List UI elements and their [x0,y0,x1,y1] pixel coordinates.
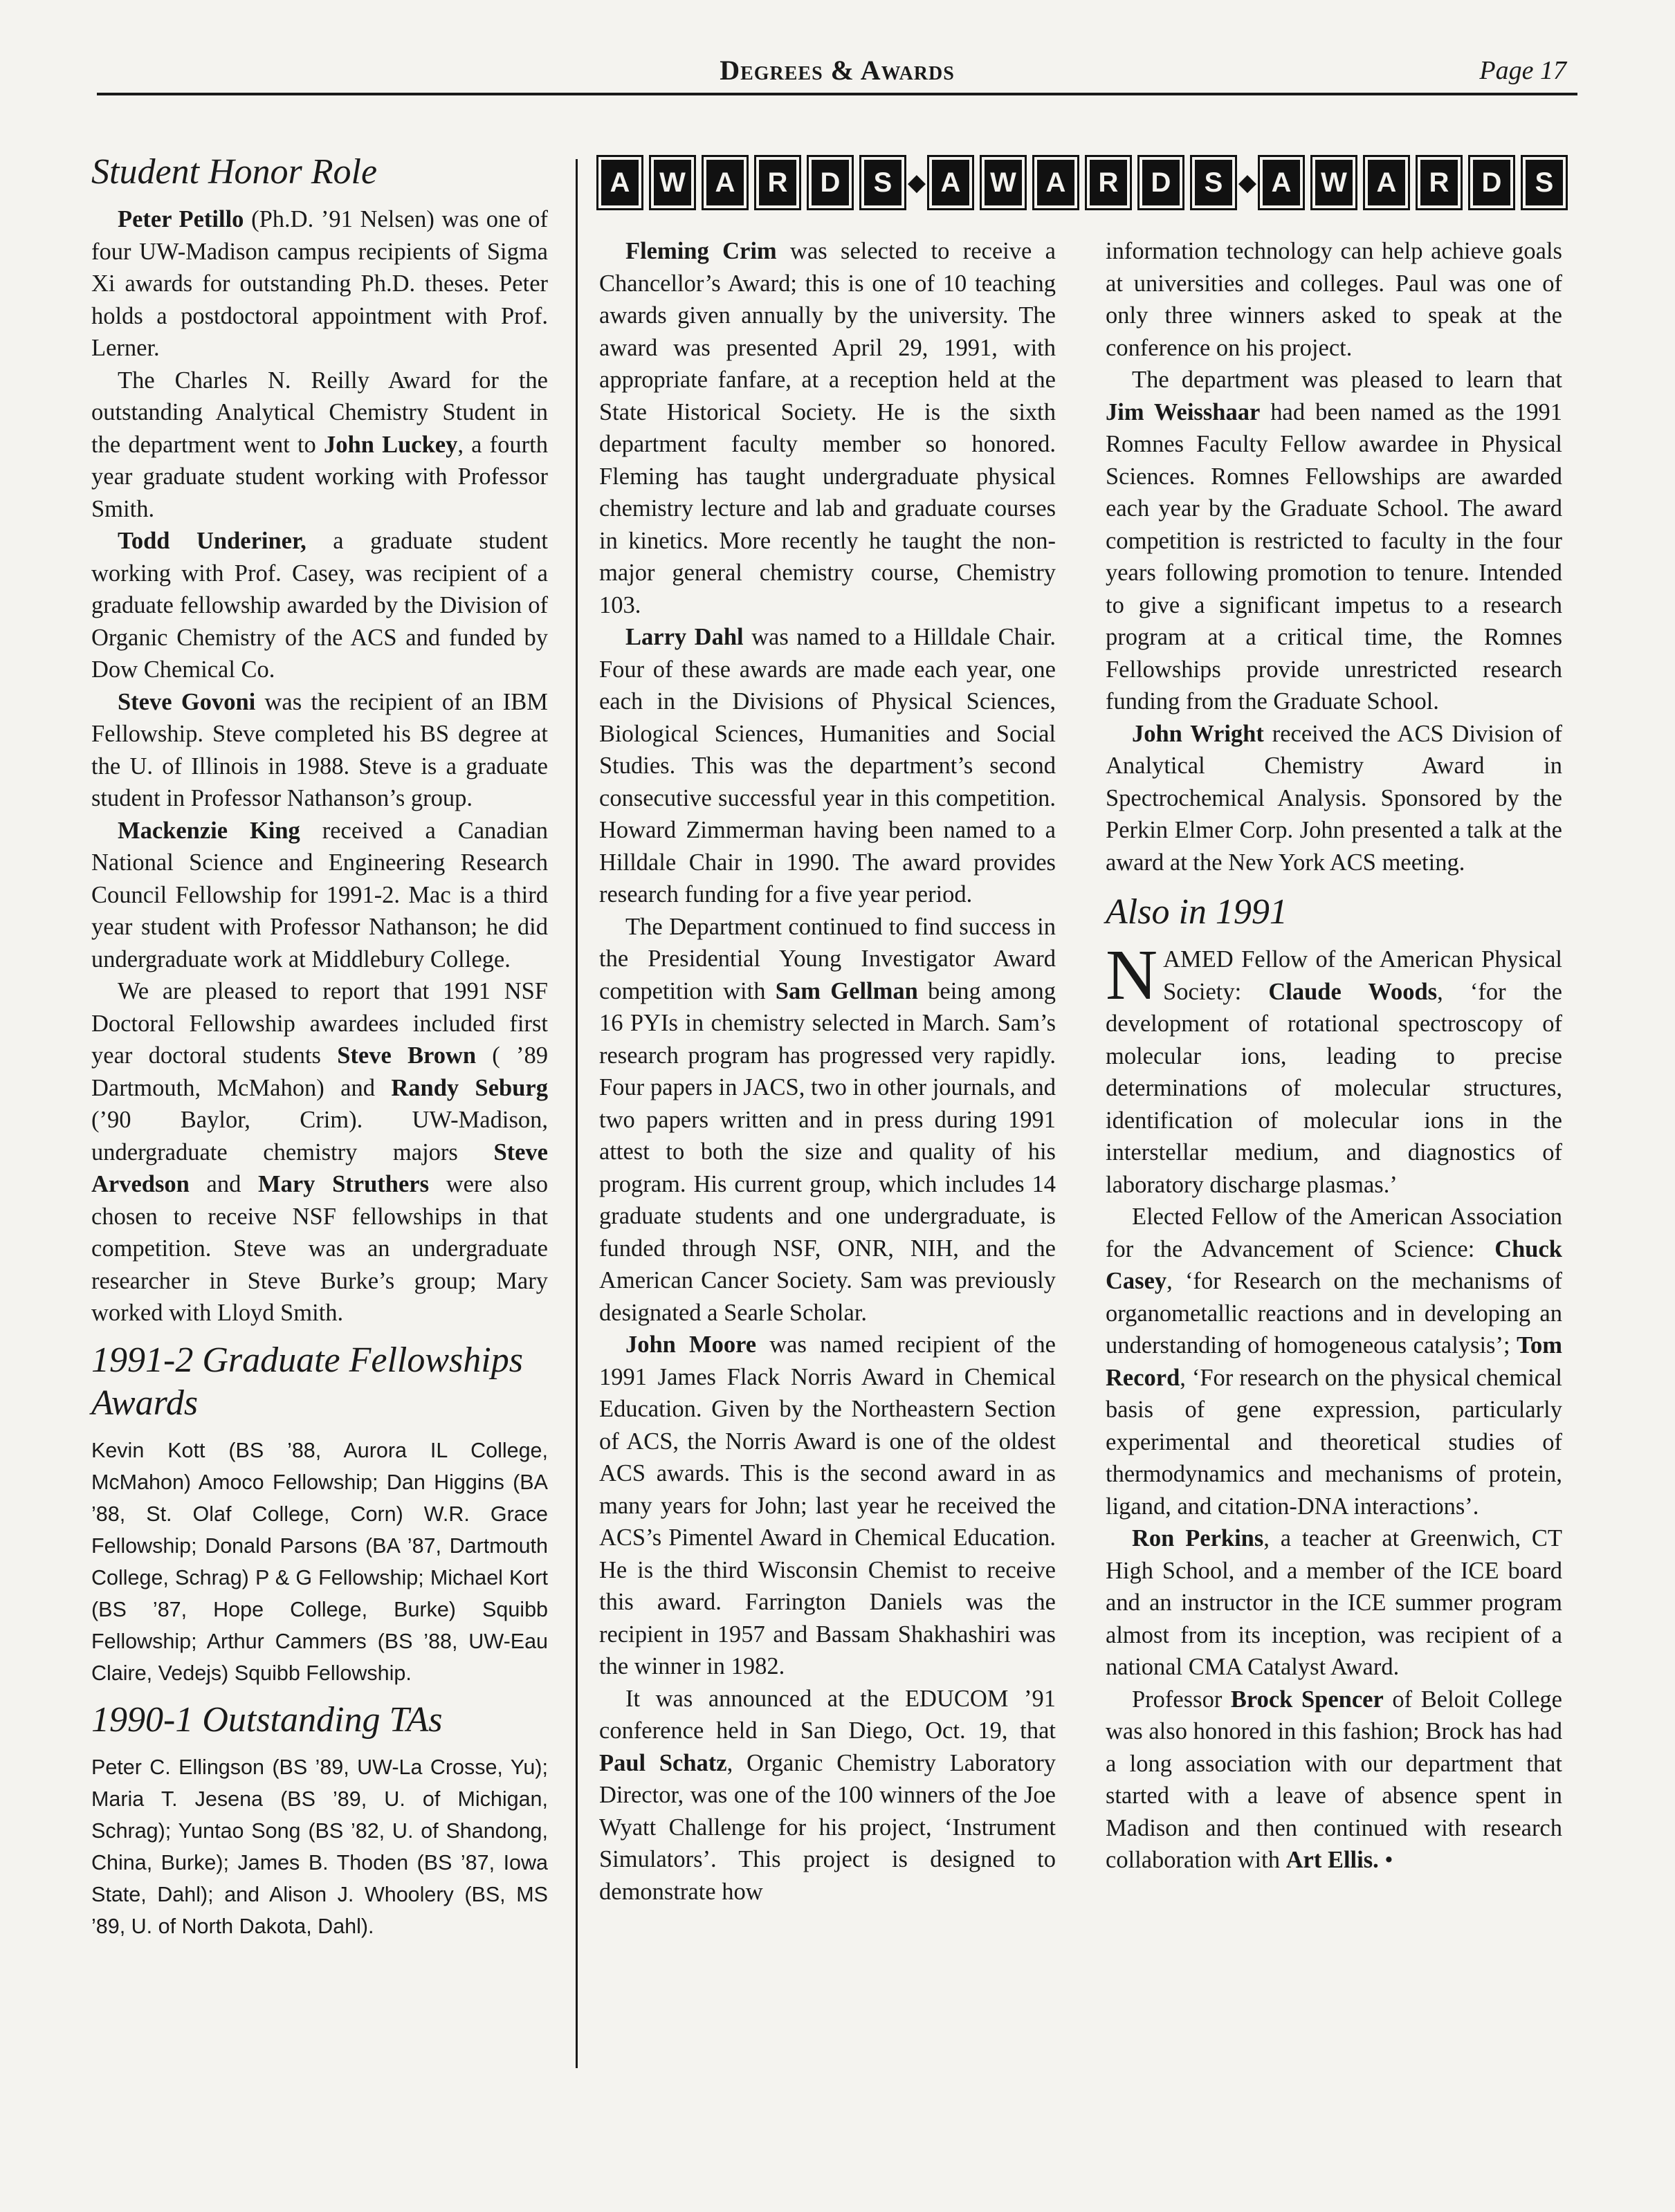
column-right [1106,235,1562,1877]
banner-letter: W [980,155,1027,210]
banner-letter: S [1521,155,1568,210]
banner-letter: R [1085,155,1132,210]
paragraph: John Moore was named recipient of the 1991 James Flack Norris Award in Chemical Education. Given by the Northeastern Section of ACS, the Norris Award is one of the oldest ACS awards. This is the second award in as many years for John; last year he received the ACS’s Pimentel Award in Chemical Education. He is the third Wisconsin Chemist to receive this award. Farrington Daniels was the recipient in 1957 and Bassam Shakhashiri was the winner in 1982. [599,1331,1056,1679]
banner-letter: W [649,155,696,210]
banner-word [927,155,1237,210]
person-name: Jim Weisshaar [1106,398,1261,425]
diamond-icon: ◆ [1238,170,1257,196]
paragraph: information technology can help achieve goals at universities and colleges. Paul was one of only three winners asked to speak at the conference on his project. [1106,238,1562,361]
paragraph: Todd Underiner, a graduate student working with Prof. Casey, was recipient of a graduate fellowship awarded by the Division of Organic Chemistry of the ACS and funded by Dow Chemical Co. [91,528,548,683]
page-header [97,48,1577,95]
person-name: John Wright [1132,720,1264,747]
paragraph: Fleming Crim was selected to receive a Chancellor’s Award; this is one of 10 teaching awards given annually by the university. The award was presented April 29, 1991, with appropriate fanfare, at a reception held at the State Historical Society. He is the sixth department faculty member so honored. Fleming has taught undergraduate physical chemistry lecture and lab and graduate courses in kinetics. More recently he taught the non-major general chemistry course, Chemistry 103. [599,238,1056,618]
paragraph: John Wright received the ACS Division of Analytical Chemistry Award in Spectrochemical Analysis. Sponsored by the Perkin Elmer Corp. John presented a talk at the award at the New York ACS meeting. [1106,720,1562,876]
banner-letter: D [1137,155,1184,210]
paragraph: The Charles N. Reilly Award for the outstanding Analytical Chemistry Student in the department went to John Luckey, a fourth year graduate student working with Professor Smith. [91,367,548,522]
person-name: John Moore [625,1331,757,1358]
person-name: Tom Record [1106,1332,1562,1391]
person-name: John Luckey [324,431,458,458]
paragraph: Elected Fellow of the American Association for the Advancement of Science: Chuck Casey, ‘for Research on the mechanisms of organometallic reactions and in developing an understanding of homogeneous catalysis’; Tom Record, ‘For research on the physical chemical basis of gene expression, particularly experimental and theoretical studies of thermodynamics and mechanisms of protein, ligand, and citation-DNA interactions’. [1106,1204,1562,1520]
banner-letter: R [1416,155,1463,210]
page-number: Page 17 [1479,56,1566,85]
person-name: Mary Struthers [258,1171,430,1197]
person-name: Claude Woods [1268,978,1438,1005]
person-name: Steve Arvedson [91,1139,548,1197]
person-name: Larry Dahl [625,624,744,650]
paragraph: The Department continued to find success in the Presidential Young Investigator Award competition with Sam Gellman being among 16 PYIs in chemistry selected in March. Sam’s research program has progressed very rapidly. Four papers in JACS, two in other journals, and two papers written and in press during 1991 attest to both the size and quality of his program. His current group, which includes 14 graduate students and one undergraduate, is funded through NSF, ONR, NIH, and the American Cancer Society. Sam was previously designated a Searle Scholar. [599,913,1056,1326]
column-divider [576,159,578,2068]
column-middle [599,235,1056,1908]
banner-letter: S [1190,155,1237,210]
banner-word [1258,155,1568,210]
person-name: Steve Govoni [118,688,256,715]
diamond-icon: ◆ [907,170,926,196]
person-name: Brock Spencer [1230,1686,1384,1713]
section-title: Degrees & Awards [720,55,955,86]
paragraph: Steve Govoni was the recipient of an IBM Fellowship. Steve completed his BS degree at the U. of Illinois in 1988. Steve is a graduate student in Professor Nathanson’s group. [91,688,548,811]
paragraph: The department was pleased to learn that Jim Weisshaar had been named as the 1991 Romnes Faculty Fellow awardee in Physical Sciences. Romnes Fellowships are awarded each year by the Graduate School. The award competition is restricted to faculty in the four years following promotion to tenure. Intended to give a significant impetus to a research program at a critical time, the Romnes Fellowships provide unrestricted research funding from the Graduate School. [1106,367,1562,715]
banner-letter: A [1258,155,1305,210]
paragraph: It was announced at the EDUCOM ’91 conference held in San Diego, Oct. 19, that Paul Schatz, Organic Chemistry Laboratory Director, was one of the 100 winners of the Joe Wyatt Challenge for his project, ‘Instrument Simulators’. This project is designed to demonstrate how [599,1685,1056,1905]
banner-letter: A [927,155,974,210]
fellowships-list: Kevin Kott (BS ’88, Aurora IL College, McMahon) Amoco Fellowship; Dan Higgins (BA ’88, St. Olaf College, Corn) W.R. Grace Fellowship; Donald Parsons (BA ’87, Dartmouth College, Schrag) P & G Fellowship; Michael Kort (BS ’87, Hope College, Burke) Squibb Fellowship; Arthur Cammers (BS ’88, UW-Eau Claire, Vedejs) Squibb Fellowship. [91,1438,548,1685]
graduate-fellowships-heading: 1991-2 Graduate Fellowships Awards [91,1340,523,1423]
paragraph: NAMED Fellow of the American Physical Society: Claude Woods, ‘for the development of rotational spectroscopy of molecular ions, leading to precise determinations of molecular structures, identification of molecular ions in the interstellar medium, and diagnostics of laboratory discharge plasmas.’ [1106,935,1562,1198]
person-name: Paul Schatz [599,1749,727,1776]
also-in-1991-heading: Also in 1991 [1106,892,1288,932]
person-name: Mackenzie King [118,817,300,844]
banner-letter: A [1032,155,1079,210]
column-left [91,145,548,1942]
banner-letter: R [754,155,801,210]
banner-letter: S [859,155,906,210]
paragraph: Mackenzie King received a Canadian National Science and Engineering Research Council Fellowship for 1991-2. Mac is a third year student with Professor Nathanson; he did undergraduate work at Middlebury College. [91,817,548,973]
person-name: Fleming Crim [625,238,777,264]
person-name: Sam Gellman [775,977,918,1004]
banner-letter: A [702,155,749,210]
person-name: Peter Petillo [118,206,244,232]
drop-cap: N [1106,935,1158,1015]
banner-word [596,155,906,210]
bullet-icon: • [1378,1847,1393,1873]
banner-letter: D [807,155,854,210]
person-name: Todd Underiner, [118,528,306,554]
banner-letter: A [1363,155,1410,210]
tas-list: Peter C. Ellingson (BS ’89, UW-La Crosse, Yu); Maria T. Jesena (BS ’89, U. of Michigan, Schrag); Yuntao Song (BS ’82, U. of Shandong, China, Burke); James B. Thoden (BS ’87, Iowa State, Dahl); and Alison J. Whoolery (BS, MS ’89, U. of North Dakota, Dahl). [91,1755,548,1938]
banner-letter: W [1310,155,1357,210]
paragraph: Peter Petillo (Ph.D. ’91 Nelsen) was one of four UW-Madison campus recipients of Sigma Xi awards for outstanding Ph.D. theses. Peter holds a postdoctoral appointment with Prof. Lerner. [91,206,549,361]
paragraph: We are pleased to report that 1991 NSF Doctoral Fellowship awardees included first year doctoral students Steve Brown ( ’89 Dartmouth, McMahon) and Randy Seburg (’90 Baylor, Crim). UW-Madison, undergraduate chemistry majors Steve Arvedson and Mary Struthers were also chosen to receive NSF fellowships in that competition. Steve was an undergraduate researcher in Steve Burke’s group; Mary worked with Lloyd Smith. [91,978,548,1326]
paragraph: Larry Dahl was named to a Hilldale Chair. Four of these awards are made each year, one each in the Divisions of Physical Sciences, Biological Sciences, Humanities and Social Studies. This was the department’s second consecutive successful year in this competition. Howard Zimmerman having been named to a Hilldale Chair in 1990. The award provides research funding for a five year period. [599,624,1056,907]
banner-letter: D [1468,155,1515,210]
banner-letter: A [596,155,643,210]
paragraph: Professor Brock Spencer of Beloit College was also honored in this fashion; Brock has had a long association with our department that started with a leave of absence spent in Madison and then continued with research collaboration with Art Ellis. • [1106,1686,1562,1873]
person-name: Chuck Casey [1106,1235,1562,1294]
person-name: Ron Perkins [1132,1525,1264,1551]
outstanding-tas-heading: 1990-1 Outstanding TAs [91,1699,443,1740]
person-name: Randy Seburg [391,1074,548,1101]
person-name: Steve Brown [337,1042,477,1069]
paragraph: Ron Perkins, a teacher at Greenwich, CT High School, and a member of the ICE board and an instructor in the ICE summer program almost from its inception, was recipient of a national CMA Catalyst Award. [1106,1525,1563,1680]
awards-banner [596,151,1568,214]
person-name: Art Ellis. [1285,1847,1379,1873]
student-honor-heading: Student Honor Role [91,152,378,192]
